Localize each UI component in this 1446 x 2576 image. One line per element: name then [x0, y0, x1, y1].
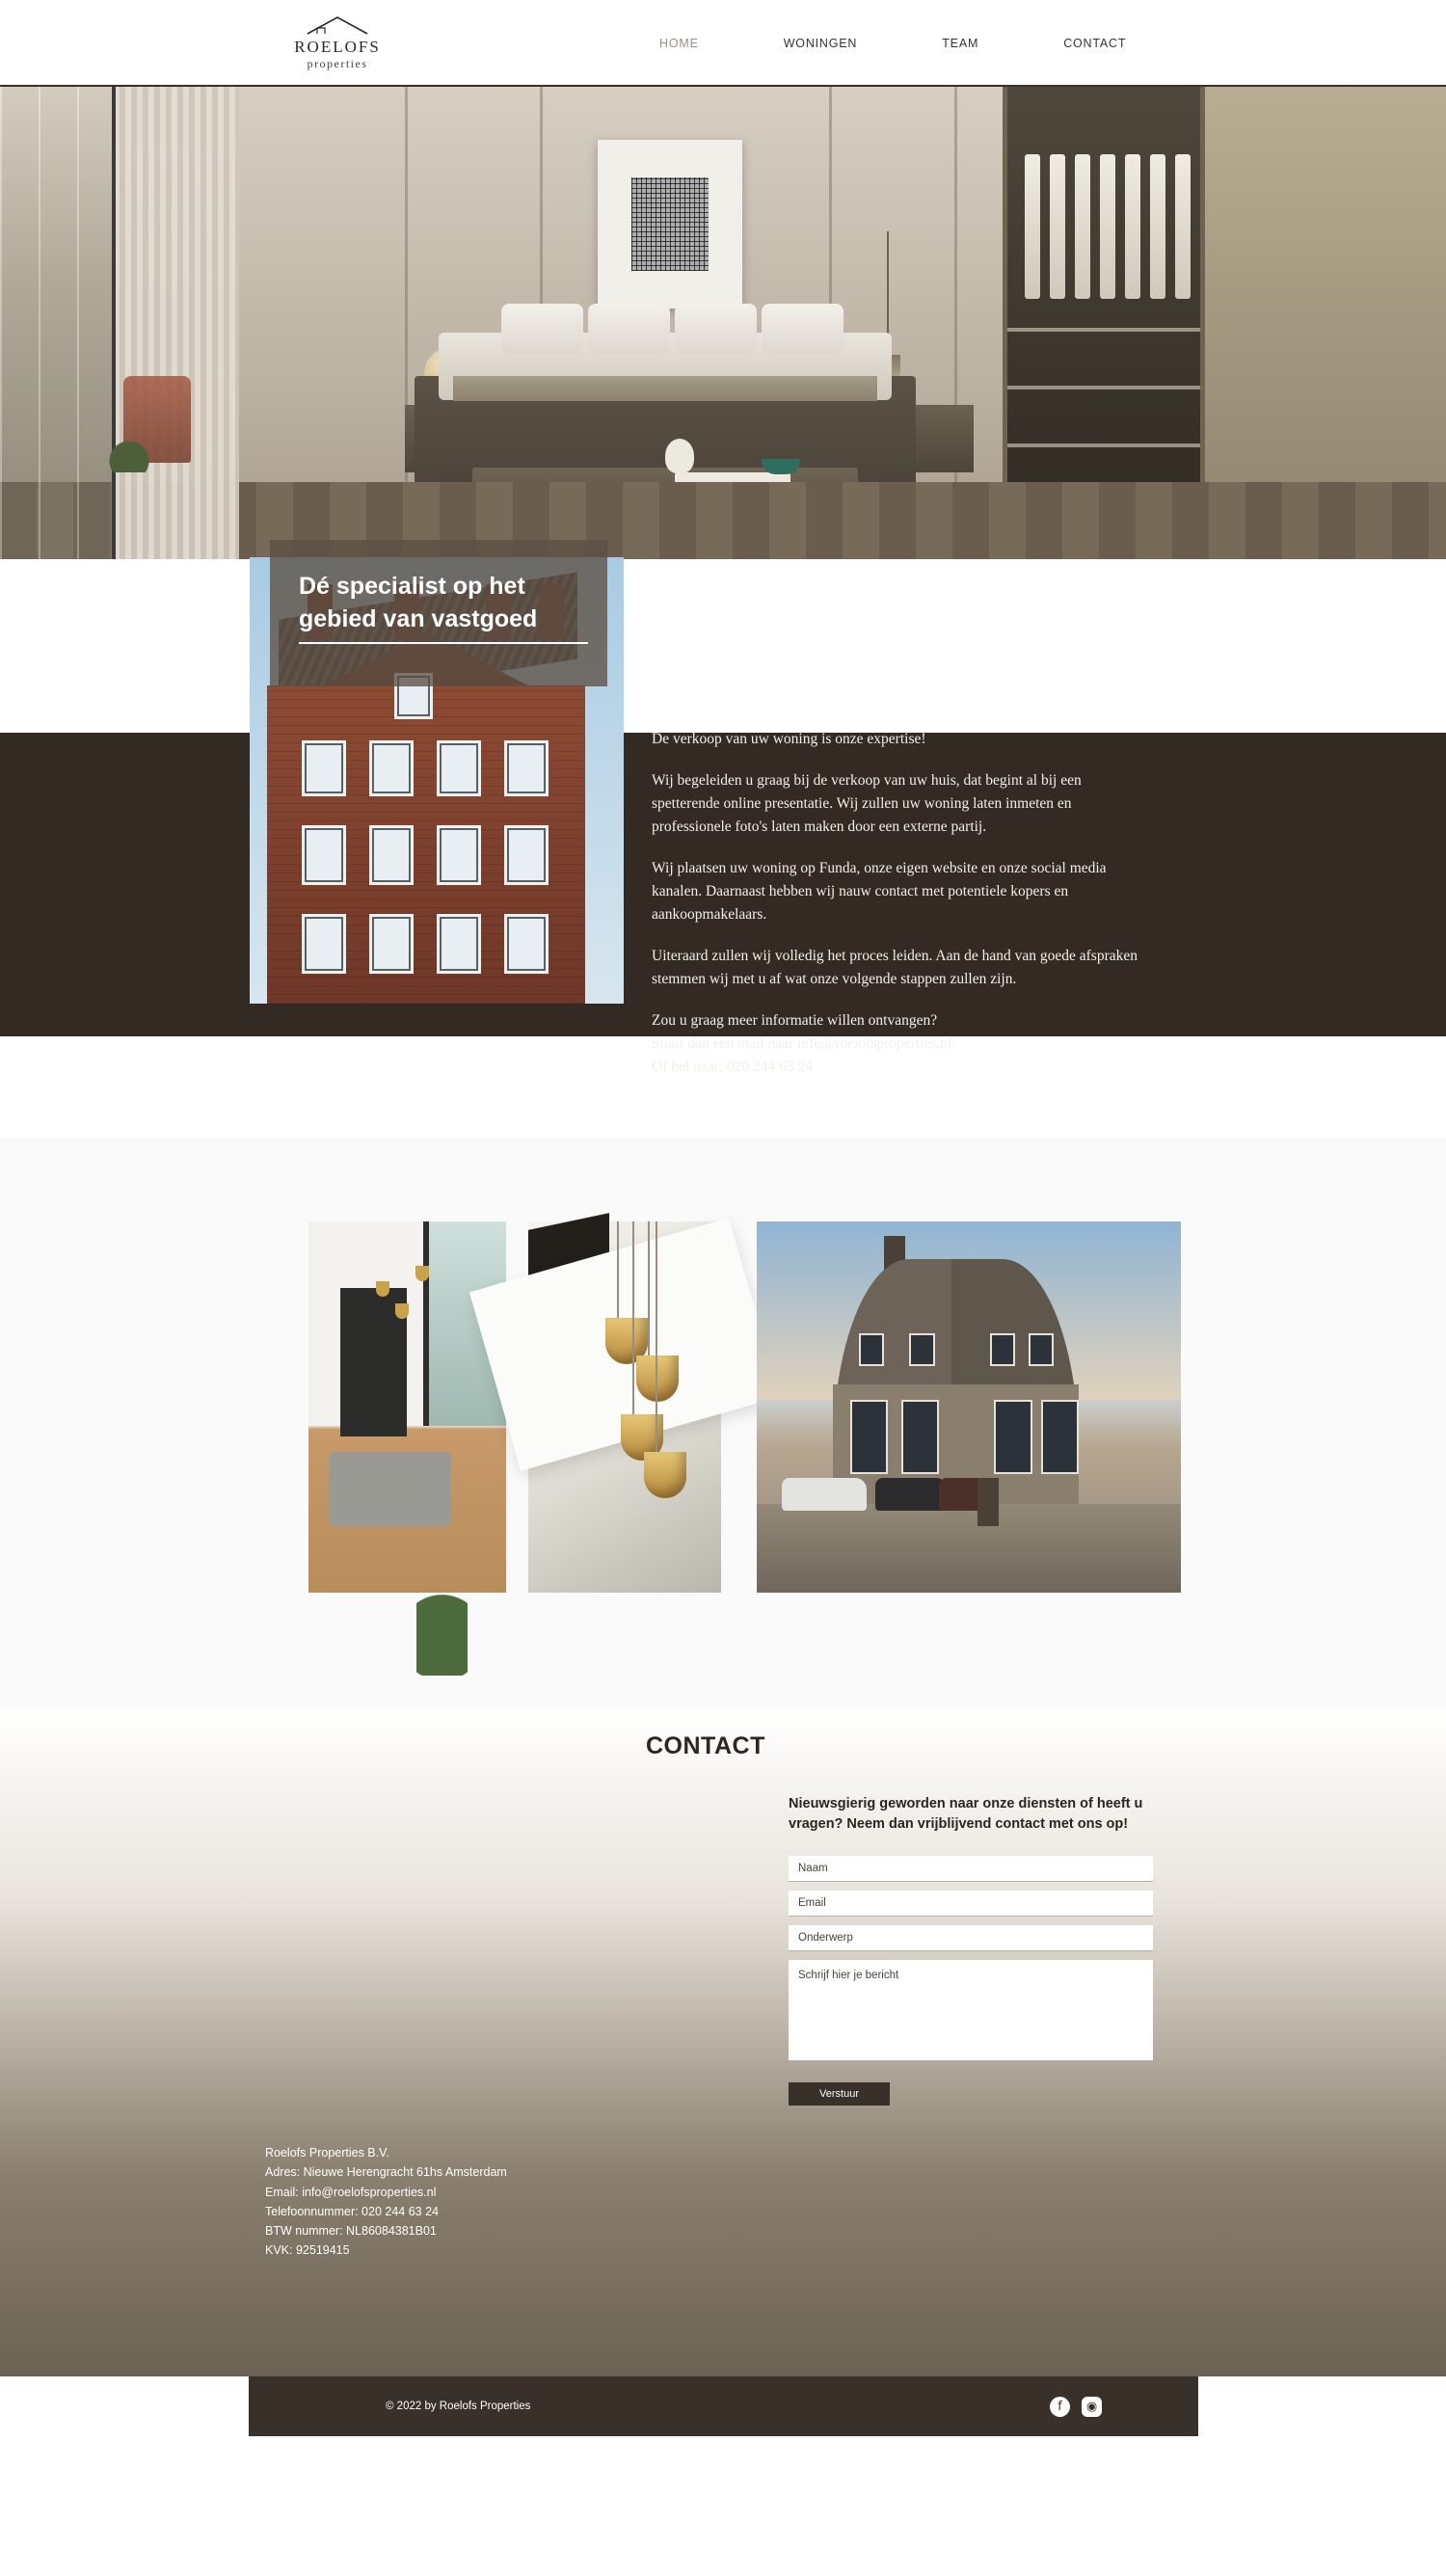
- site-header: [0, 0, 1446, 87]
- message-field[interactable]: [789, 1960, 1153, 2061]
- nav-item-contact[interactable]: CONTACT: [1063, 37, 1127, 50]
- house-roof-icon: [306, 15, 369, 35]
- email-field[interactable]: [789, 1891, 1153, 1917]
- name-field[interactable]: [789, 1856, 1153, 1882]
- expertise-paragraph-4: Uiteraard zullen wij volledig het proces leiden. Aan de hand van goede afspraken stemmen wij met u af wat onze volgende stappen zullen zijn.: [652, 948, 1138, 988]
- footer-company-info: [265, 2143, 507, 2261]
- instagram-icon[interactable]: ◉: [1082, 2397, 1102, 2417]
- expertise-text: [652, 728, 1153, 1080]
- expertise-paragraph-1: De verkoop van uw woning is onze expertise!: [652, 731, 926, 747]
- expertise-section: [0, 559, 1446, 1138]
- nav-item-woningen[interactable]: WONINGEN: [783, 37, 858, 50]
- footer-email: Email: info@roelofsproperties.nl: [265, 2185, 437, 2199]
- footer-address: Adres: Nieuwe Herengracht 61hs Amsterdam: [265, 2165, 507, 2180]
- hero-title-line1: Dé specialist op het: [299, 573, 525, 600]
- logo-subtitle: properties: [307, 57, 368, 70]
- nav-item-team[interactable]: TEAM: [942, 37, 979, 50]
- contact-form: [789, 1794, 1155, 2106]
- expertise-paragraph-5a: Zou u graag meer informatie willen ontvangen?: [652, 1012, 938, 1030]
- facebook-icon[interactable]: f: [1050, 2397, 1070, 2417]
- footer-phone: Telefoonnummer: 020 244 63 24: [265, 2204, 439, 2218]
- footer-company-name: Roelofs Properties B.V.: [265, 2146, 389, 2160]
- copyright-text: © 2022 by Roelofs Properties: [386, 2401, 531, 2412]
- contact-lead-text: Nieuwsgierig geworden naar onze diensten of heeft u vragen? Neem dan vrijblijvend contact met ons op!: [789, 1796, 1143, 1833]
- nav-item-home[interactable]: HOME: [659, 37, 699, 50]
- hero-section: [0, 87, 1446, 632]
- hero-caption: [270, 540, 607, 686]
- hero-title-underline: [299, 642, 588, 644]
- hero-image: [0, 87, 1446, 559]
- logo-name: ROELOFS: [294, 38, 381, 56]
- submit-button[interactable]: Verstuur: [789, 2082, 890, 2106]
- social-links: [1050, 2397, 1102, 2417]
- subject-field[interactable]: [789, 1925, 1153, 1951]
- expertise-paragraph-5b: Stuur dan een mail naar info@roelofsproperties.nl: [652, 1035, 952, 1053]
- main-nav: [617, 37, 1168, 50]
- gallery-image-1[interactable]: [308, 1221, 506, 1593]
- gallery-image-3[interactable]: [757, 1221, 1181, 1593]
- expertise-paragraph-5c: Of bel naar: 020 244 63 24: [652, 1059, 814, 1076]
- gallery-image-2[interactable]: [528, 1221, 721, 1593]
- expertise-paragraph-2: Wij begeleiden u graag bij de verkoop van uw huis, dat begint al bij een spetterende online presentatie. Wij zullen uw woning laten inmeten en professionele foto's laten maken door een externe partij.: [652, 772, 1082, 836]
- expertise-paragraph-3: Wij plaatsen uw woning op Funda, onze eigen website en onze social media kanalen. Daarnaast hebben wij nauw contact met potentiele kopers en aankoopmakelaars.: [652, 860, 1107, 924]
- contact-heading: CONTACT: [646, 1732, 765, 1759]
- gallery-section: [0, 1138, 1446, 1711]
- site-logo[interactable]: [280, 15, 395, 69]
- hero-title-line2: gebied van vastgoed: [299, 604, 538, 632]
- bottom-bar: [0, 2376, 1446, 2454]
- contact-section: [0, 1711, 1446, 2376]
- footer-kvk: KVK: 92519415: [265, 2243, 350, 2258]
- footer-vat: BTW nummer: NL86084381B01: [265, 2224, 437, 2238]
